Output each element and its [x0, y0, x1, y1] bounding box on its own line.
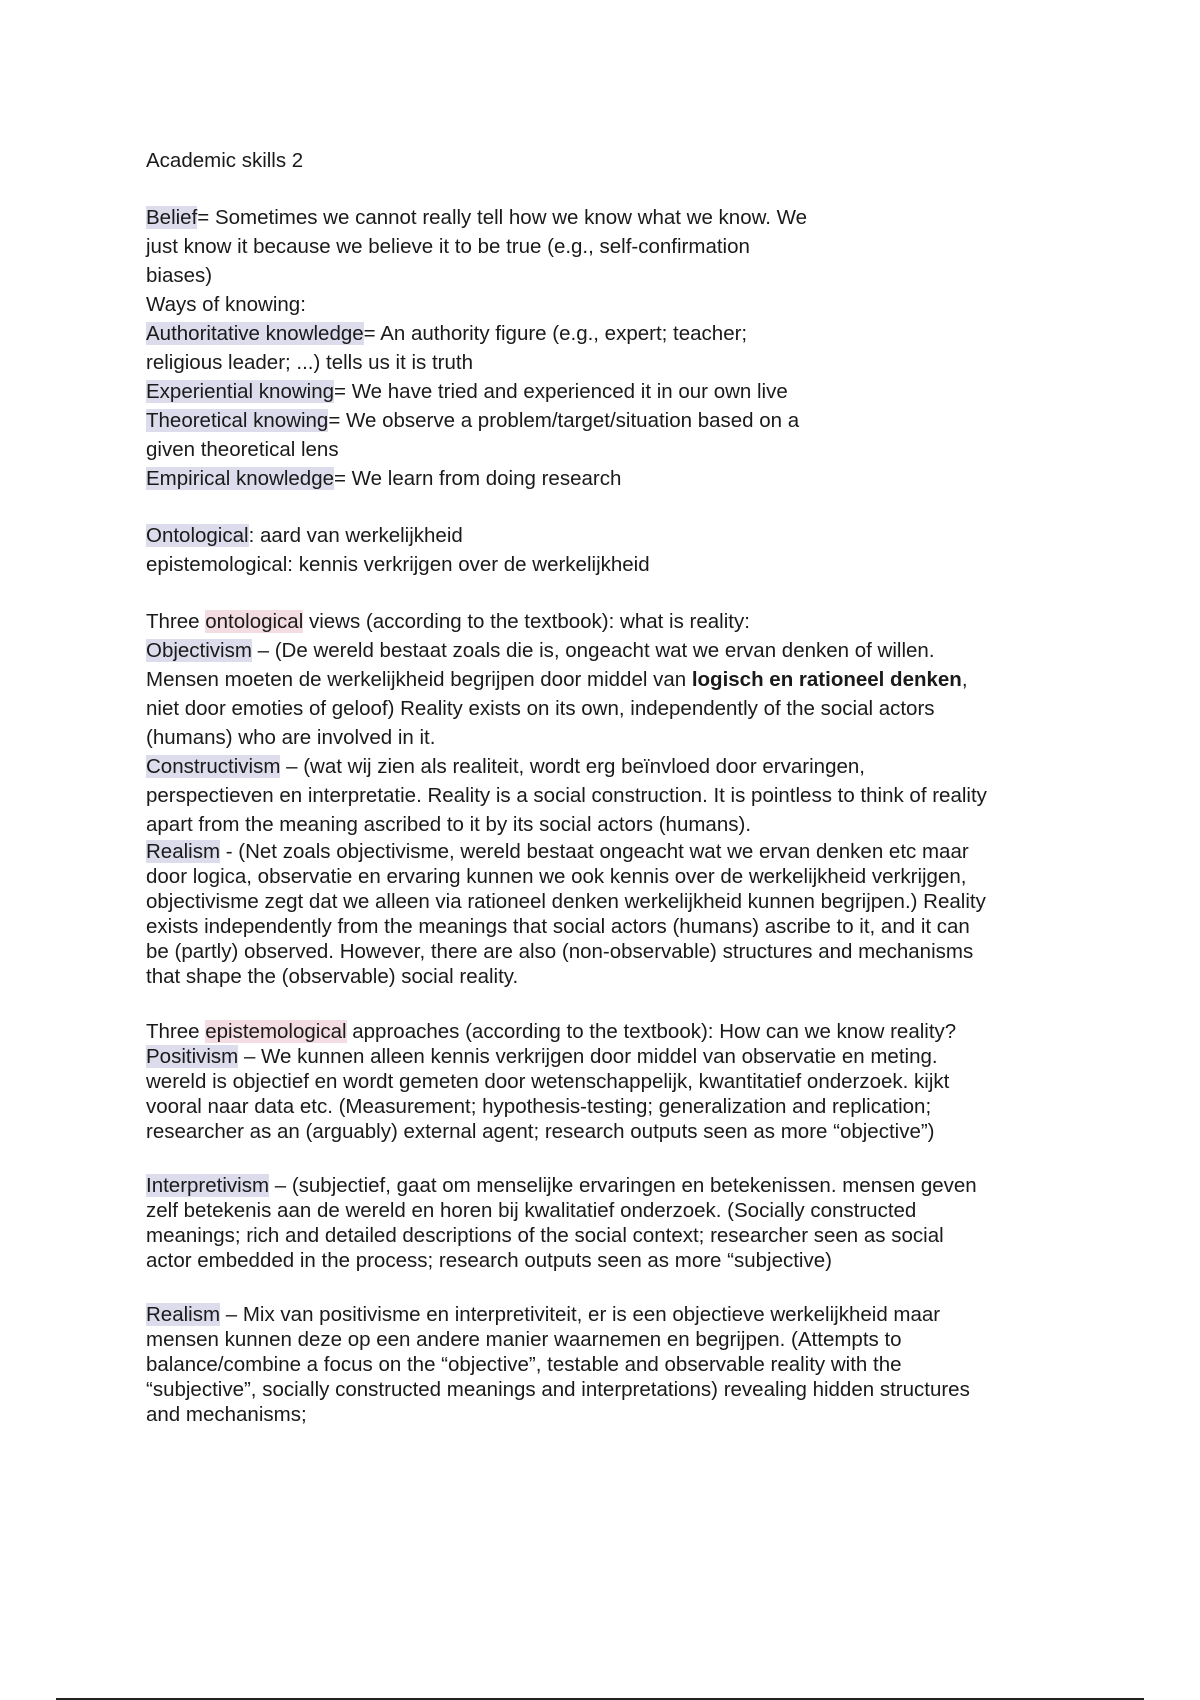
document-title: Academic skills 2 [146, 149, 304, 172]
realism-onto-line-3: objectivisme zegt dat we alleen via rationeel denken werkelijkheid kunnen begrijpen.) Reality [146, 890, 986, 913]
constructivism-line-3: apart from the meaning ascribed to it by its social actors (humans). [146, 813, 752, 836]
realism-epi-line-5: and mechanisms; [146, 1403, 307, 1426]
realism-epi-line-1: Realism – Mix van positivisme en interpretiviteit, er is een objectieve werkelijkheid maar [146, 1303, 941, 1326]
epistemology-block [146, 1019, 1066, 1144]
constructivism-line-2: perspectieven en interpretatie. Reality is a social construction. It is pointless to think of reality [146, 784, 987, 807]
ways-of-knowing-heading: Ways of knowing: [146, 293, 306, 316]
interpretivism-term: Interpretivism [146, 1174, 270, 1197]
experiential-line-1: Experiential knowing= We have tried and experienced it in our own live [146, 380, 788, 403]
interpretivism-line-2: zelf betekenis aan de wereld en horen bij kwalitatief onderzoek. (Socially constructed [146, 1199, 917, 1222]
constructivism-line-1: Constructivism – (wat wij zien als realiteit, wordt erg beïnvloed door ervaringen, [146, 755, 865, 778]
belief-line-3: biases) [146, 264, 213, 287]
ontological-heading-term: ontological [205, 610, 304, 633]
interpretivism-line-1: Interpretivism – (subjectief, gaat om menselijke ervaringen en betekenissen. mensen geven [146, 1174, 977, 1197]
interpretivism-line-3: meanings; rich and detailed descriptions of the social context; researcher seen as social [146, 1224, 944, 1247]
realism-onto-term: Realism [146, 840, 221, 863]
objectivism-term: Objectivism [146, 639, 252, 662]
realism-onto-line-2: door logica, observatie en ervaring kunnen we ook kennis over de werkelijkheid verkrijgen, [146, 865, 967, 888]
document-page [146, 146, 1066, 1427]
positivism-line-4: researcher as an (arguably) external agent; research outputs seen as more “objective”) [146, 1120, 935, 1143]
belief-term: Belief [146, 206, 198, 229]
theoretical-term: Theoretical knowing [146, 409, 329, 432]
epistemology-heading: Three epistemological approaches (according to the textbook): How can we know reality? [146, 1020, 957, 1043]
theoretical-line-1: Theoretical knowing= We observe a problem/target/situation based on a [146, 409, 800, 432]
realism-onto-line-1: Realism - (Net zoals objectivisme, wereld bestaat ongeacht wat we ervan denken etc maar [146, 840, 969, 863]
objectivism-line-4: (humans) who are involved in it. [146, 726, 436, 749]
ontological-definition: Ontological: aard van werkelijkheid [146, 524, 463, 547]
realism-ontology-block [146, 839, 1066, 989]
realism-epi-line-4: “subjective”, socially constructed meanings and interpretations) revealing hidden structures [146, 1378, 970, 1401]
realism-epistemology-block [146, 1302, 1066, 1427]
realism-epi-line-2: mensen kunnen deze op een andere manier waarnemen en begrijpen. (Attempts to [146, 1328, 902, 1351]
theoretical-line-2: given theoretical lens [146, 438, 339, 461]
epistemological-heading-term: epistemological [205, 1020, 347, 1043]
positivism-line-1: Positivism – We kunnen alleen kennis verkrijgen door middel van observatie en meting. [146, 1045, 938, 1068]
interpretivism-line-4: actor embedded in the process; research outputs seen as more “subjective) [146, 1249, 832, 1272]
epistemological-definition: epistemological: kennis verkrijgen over de werkelijkheid [146, 553, 650, 576]
belief-line-2: just know it because we believe it to be true (e.g., self-confirmation [146, 235, 750, 258]
positivism-line-3: vooral naar data etc. (Measurement; hypothesis-testing; generalization and replication; [146, 1095, 932, 1118]
objectivism-line-3: niet door emoties of geloof) Reality exists on its own, independently of the social actors [146, 697, 935, 720]
realism-onto-line-6: that shape the (observable) social reality. [146, 965, 519, 988]
empirical-line-1: Empirical knowledge= We learn from doing research [146, 467, 622, 490]
experiential-term: Experiential knowing [146, 380, 335, 403]
ontological-term: Ontological [146, 524, 249, 547]
objectivism-line-2: Mensen moeten de werkelijkheid begrijpen door middel van logisch en rationeel denken, [146, 668, 968, 691]
empirical-term: Empirical knowledge [146, 467, 335, 490]
interpretivism-block [146, 1173, 1066, 1273]
objectivism-bold-text: logisch en rationeel denken [691, 668, 962, 691]
ontology-heading: Three ontological views (according to the textbook): what is reality: [146, 610, 750, 633]
authoritative-line-2: religious leader; ...) tells us it is truth [146, 351, 473, 374]
positivism-term: Positivism [146, 1045, 239, 1068]
positivism-line-2: wereld is objectief en wordt gemeten door wetenschappelijk, kwantitatief onderzoek. kijkt [146, 1070, 950, 1093]
authoritative-term: Authoritative knowledge [146, 322, 364, 345]
authoritative-line-1: Authoritative knowledge= An authority figure (e.g., expert; teacher; [146, 322, 748, 345]
realism-onto-line-4: exists independently from the meanings that social actors (humans) ascribe to it, and it can [146, 915, 970, 938]
realism-onto-line-5: be (partly) observed. However, there are also (non-observable) structures and mechanisms [146, 940, 974, 963]
belief-line-1: Belief= Sometimes we cannot really tell how we know what we know. We [146, 206, 808, 229]
objectivism-line-1: Objectivism – (De wereld bestaat zoals die is, ongeacht wat we ervan denken of willen. [146, 639, 935, 662]
constructivism-term: Constructivism [146, 755, 281, 778]
realism-epi-line-3: balance/combine a focus on the “objective”, testable and observable reality with the [146, 1353, 902, 1376]
realism-epi-term: Realism [146, 1303, 221, 1326]
